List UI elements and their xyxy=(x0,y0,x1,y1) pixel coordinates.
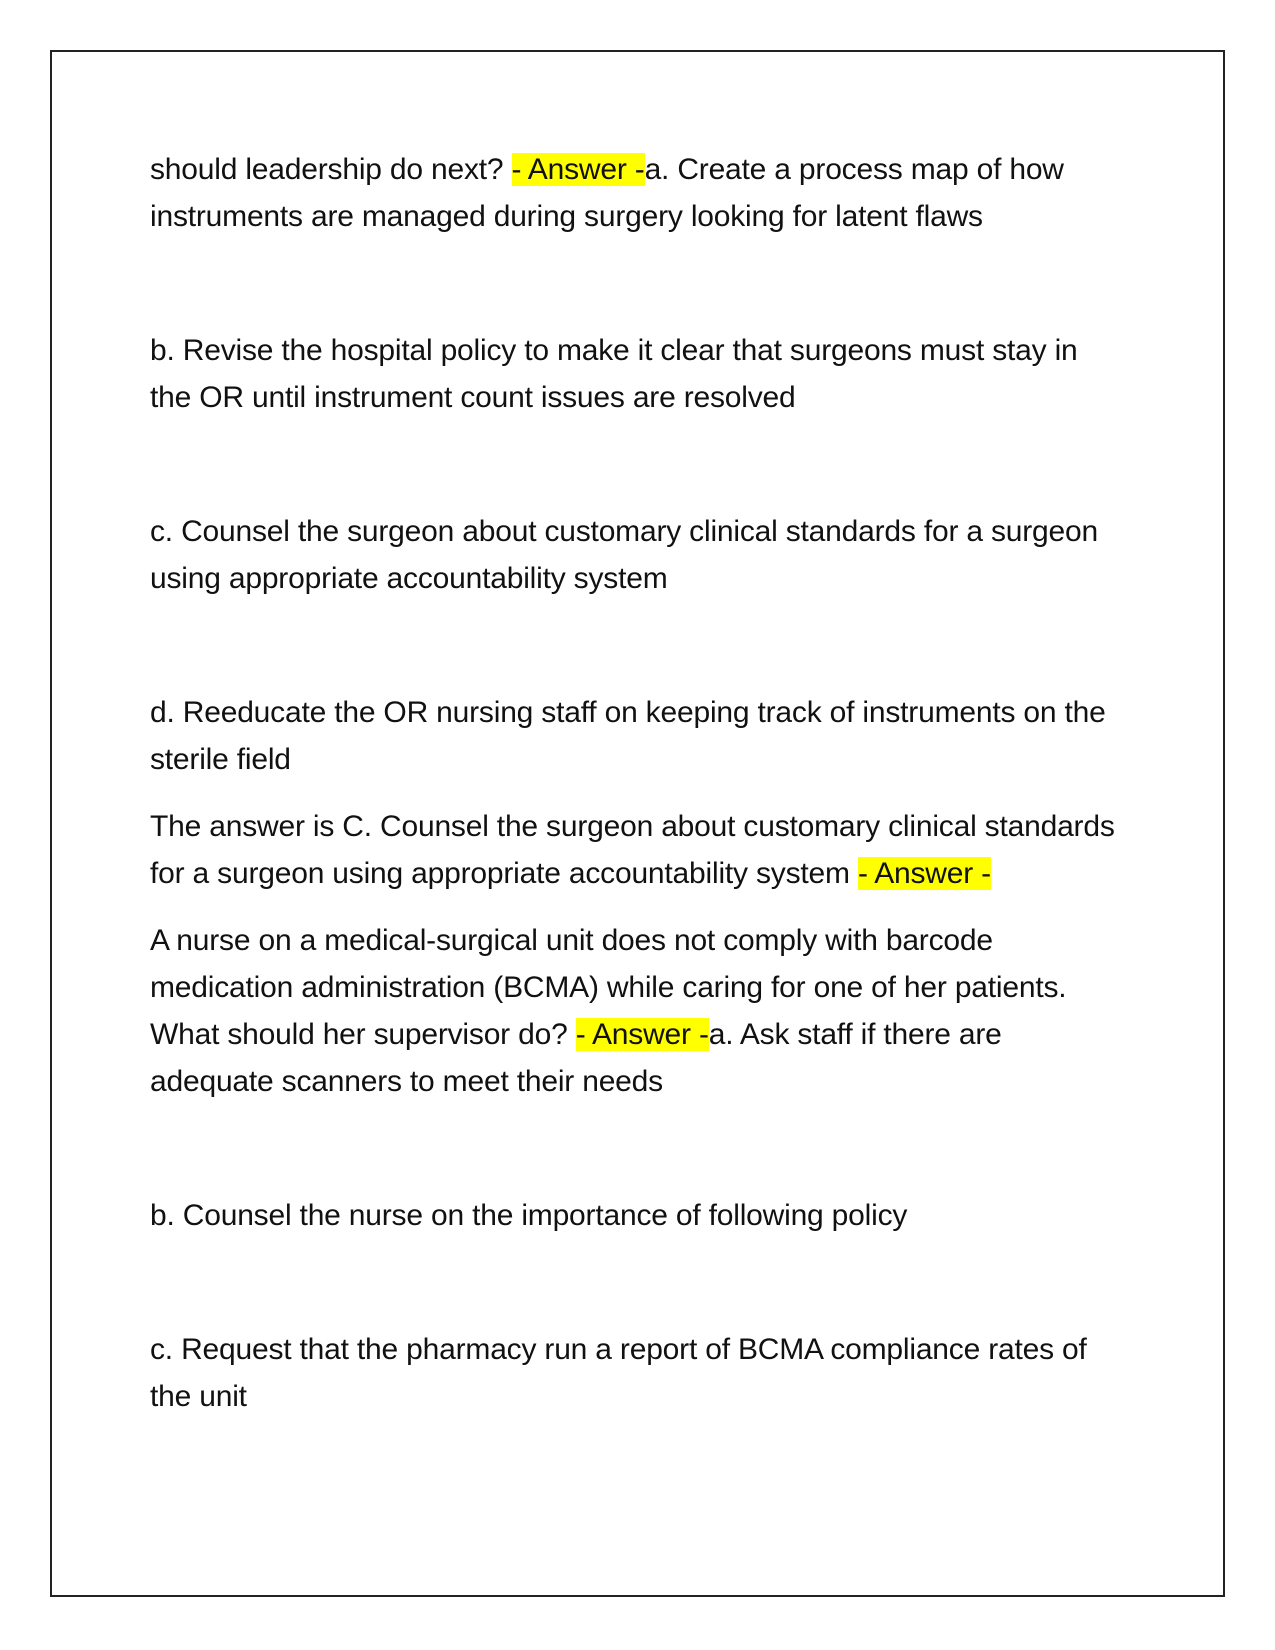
question-1-option-d: d. Reeducate the OR nursing staff on keeping track of instruments on the sterile field xyxy=(150,696,1106,776)
question-1-option-c: c. Counsel the surgeon about customary clinical standards for a surgeon using appropriate accountability system xyxy=(150,515,1098,595)
question-2-stem-paragraph xyxy=(150,917,1125,1105)
question-1-stem-text: should leadership do next? xyxy=(150,153,512,186)
document-body xyxy=(150,146,1125,1420)
question-1-stem-paragraph xyxy=(150,146,1125,240)
question-2-option-c: c. Request that the pharmacy run a report of BCMA compliance rates of the unit xyxy=(150,1333,1087,1413)
question-1-explanation-paragraph xyxy=(150,803,1125,897)
question-1-option-b: b. Revise the hospital policy to make it clear that surgeons must stay in the OR until instrument count issues are resolved xyxy=(150,334,1078,414)
question-1-explanation: The answer is C. Counsel the surgeon about customary clinical standards for a surgeon using appropriate accountability system xyxy=(150,810,1115,890)
question-2-option-a: a. Ask staff if there are adequate scanners to meet their needs xyxy=(150,1018,1002,1098)
answer-highlight: - Answer - xyxy=(575,1018,709,1051)
question-2-stem: A nurse on a medical-surgical unit does not comply with barcode medication administration (BCMA) while caring for one of her patients. What should her supervisor do? xyxy=(150,924,1067,1051)
question-1-option-a: a. Create a process map of how instruments are managed during surgery looking for latent flaws xyxy=(150,153,1064,233)
question-2-option-b: b. Counsel the nurse on the importance of following policy xyxy=(150,1199,908,1232)
answer-highlight: - Answer - xyxy=(511,153,645,186)
answer-highlight: - Answer - xyxy=(857,857,991,890)
